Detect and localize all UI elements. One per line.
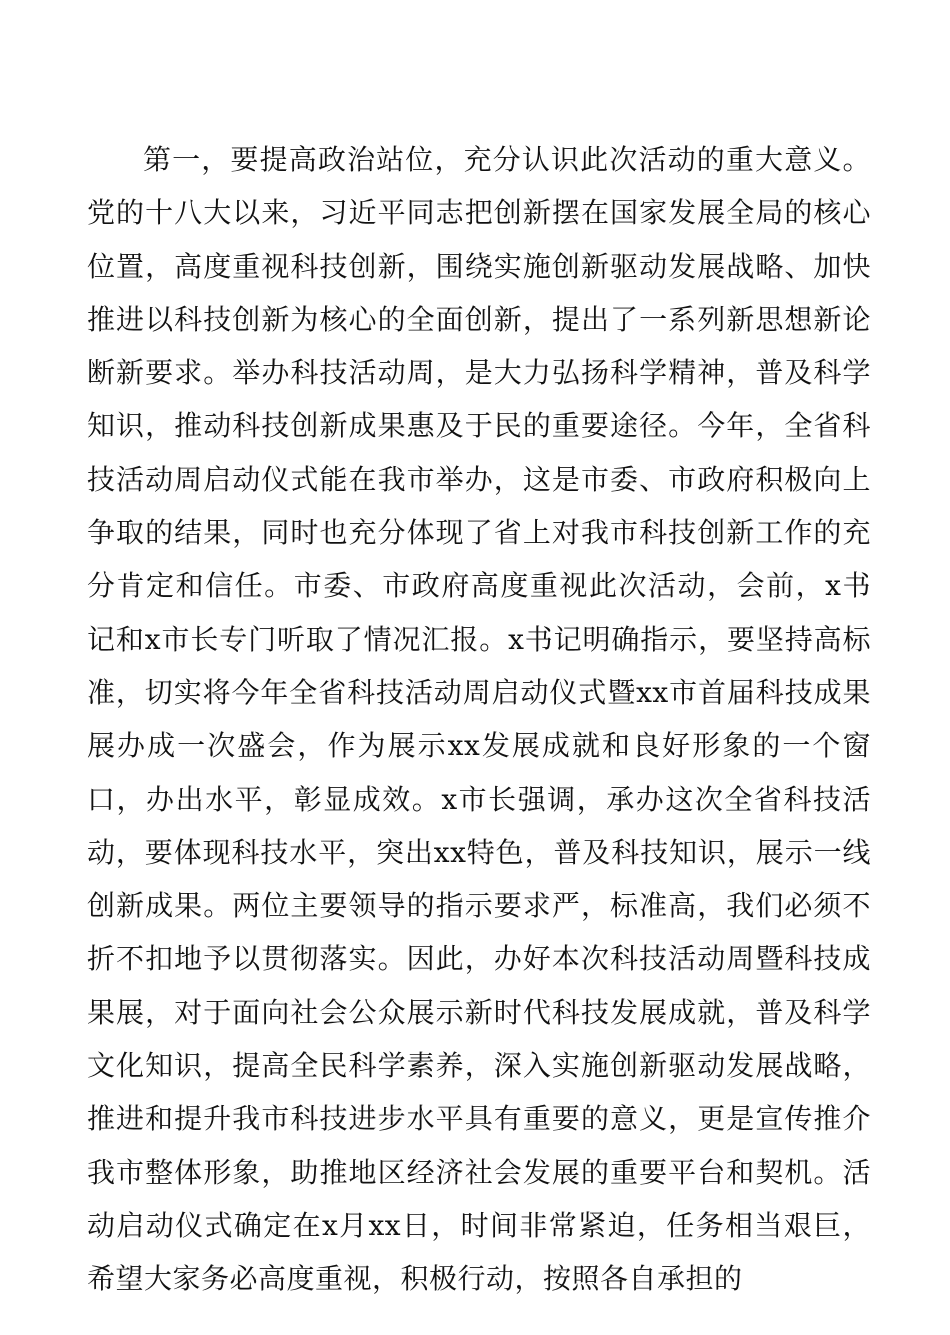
body-paragraph: 第一，要提高政治站位，充分认识此次活动的重大意义。党的十八大以来，习近平同志把创新摆在国家发展全局的核心位置，高度重视科技创新，围绕实施创新驱动发展战略、加快推进以科技创新为核心的全面创新，提出了一系列新思想新论断新要求。举办科技活动周，是大力弘扬科学精神，普及科学知识，推动科技创新成果惠及于民的重要途径。今年，全省科技活动周启动仪式能在我市举办，这是市委、市政府积极向上争取的结果，同时也充分体现了省上对我市科技创新工作的充分肯定和信任。市委、市政府高度重视此次活动，会前，x书记和x市长专门听取了情况汇报。x书记明确指示，要坚持高标准，切实将今年全省科技活动周启动仪式暨xx市首届科技成果展办成一次盛会，作为展示xx发展成就和良好形象的一个窗口，办出水平，彰显成效。x市长强调，承办这次全省科技活动，要体现科技水平，突出xx特色，普及科技知识，展示一线创新成果。两位主要领导的指示要求严，标准高，我们必须不折不扣地予以贯彻落实。因此，办好本次科技活动周暨科技成果展，对于面向社会公众展示新时代科技发展成就，普及科学文化知识，提高全民科学素养，深入实施创新驱动发展战略，推进和提升我市科技进步水平具有重要的意义，更是宣传推介我市整体形象，助推地区经济社会发展的重要平台和契机。活动启动仪式确定在x月xx日，时间非常紧迫，任务相当艰巨，希望大家务必高度重视，积极行动，按照各自承担的 xyxy=(87,143,871,1296)
